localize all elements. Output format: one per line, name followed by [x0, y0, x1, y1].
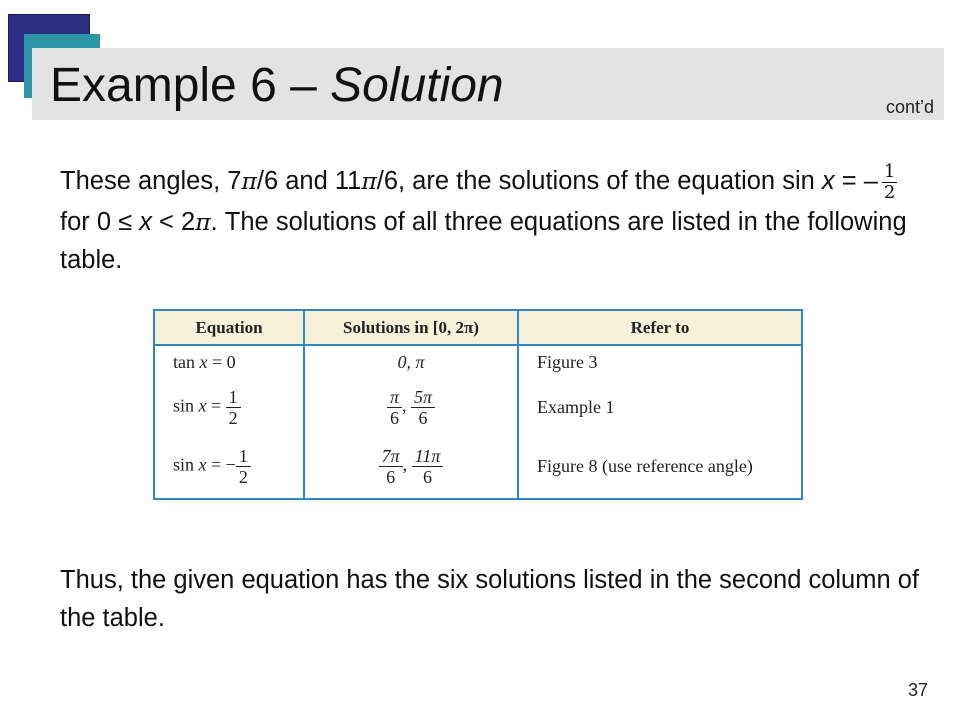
fraction [379, 446, 403, 487]
fraction [236, 446, 251, 487]
cell-equation [155, 435, 304, 498]
paragraph-conclusion: Thus, the given equation has the six solutions listed in the second column of the table. [60, 566, 920, 632]
table-row [155, 380, 801, 435]
header-equation: Equation [155, 311, 304, 345]
intro-text-5: for 0 ≤ [60, 208, 140, 236]
eq-prefix: sin [173, 395, 199, 416]
pi-symbol: π [241, 167, 257, 196]
intro-text-1: These angles, 7 [60, 167, 242, 196]
fraction [226, 387, 241, 428]
fraction-denominator: 2 [238, 466, 248, 487]
eq-rhs: = 0 [207, 352, 236, 373]
eq-var: x [198, 454, 207, 475]
cell-reference: Example 1 [537, 396, 615, 417]
intro-text-2: /6 and 11 [256, 167, 362, 196]
intro-text-6: < 2 [151, 208, 196, 236]
var-x: x [139, 208, 152, 236]
fraction-numerator: 7π [379, 446, 403, 467]
table-row [155, 345, 801, 380]
cell-equation [155, 345, 304, 380]
fraction-one-half [882, 162, 897, 203]
eq-prefix: sin [173, 454, 199, 475]
cell-reference: Figure 3 [537, 352, 598, 373]
eq-var: x [199, 352, 208, 373]
cell-solutions: $\frac{\pi}{6}$ , $\frac{5\pi}{6}$ [304, 380, 518, 435]
intro-text-4: = – [834, 167, 878, 196]
fraction-denominator: 6 [386, 466, 396, 487]
pi-symbol: π [361, 167, 377, 196]
pi-symbol: π [195, 208, 211, 236]
intro-text-3: /6, are the solutions of the equation sin [376, 167, 822, 196]
fraction-denominator: 2 [228, 407, 238, 428]
fraction-numerator: π [387, 387, 402, 408]
fraction-numerator: 5π [411, 387, 435, 408]
eq-prefix: tan [173, 352, 200, 373]
fraction-denominator: 6 [423, 466, 433, 487]
eq-rhs: = − [206, 454, 236, 475]
fraction-numerator: 1 [236, 446, 251, 467]
page-number: 37 [907, 680, 928, 700]
header-refer-to: Refer to [518, 311, 801, 345]
eq-rhs: = [206, 395, 226, 416]
fraction-denominator: 6 [389, 407, 399, 428]
fraction [412, 446, 444, 487]
cell-reference: Figure 8 (use reference angle) [537, 455, 753, 476]
fraction-denominator: 6 [418, 407, 428, 428]
cell-solutions [304, 345, 518, 380]
fraction-numerator: 1 [883, 161, 896, 182]
var-x: x [821, 167, 835, 196]
fraction-numerator: 1 [226, 387, 241, 408]
fraction [411, 387, 435, 428]
eq-var: x [198, 395, 207, 416]
solution-text: 0, π [397, 352, 425, 373]
fraction-numerator: 11π [412, 446, 444, 467]
table-header-row [155, 311, 801, 345]
title-italic: Solution [330, 59, 504, 112]
continued-label: cont’d [885, 97, 934, 117]
title-main: Example 6 – [50, 59, 331, 112]
fraction-denominator: 2 [883, 182, 896, 203]
intro-text-7: . The solutions of all three equations are listed in the following table. [60, 208, 907, 274]
cell-solutions: $\frac{7\pi}{6}$ , $\frac{11\pi}{6}$ [304, 435, 518, 498]
fraction [387, 387, 402, 428]
header-solutions: Solutions in [0, 2π) [304, 311, 518, 345]
paragraph-intro [60, 162, 920, 279]
table-row [155, 435, 801, 498]
cell-equation [155, 380, 304, 435]
solutions-table [153, 309, 803, 500]
slide-title [50, 56, 504, 116]
